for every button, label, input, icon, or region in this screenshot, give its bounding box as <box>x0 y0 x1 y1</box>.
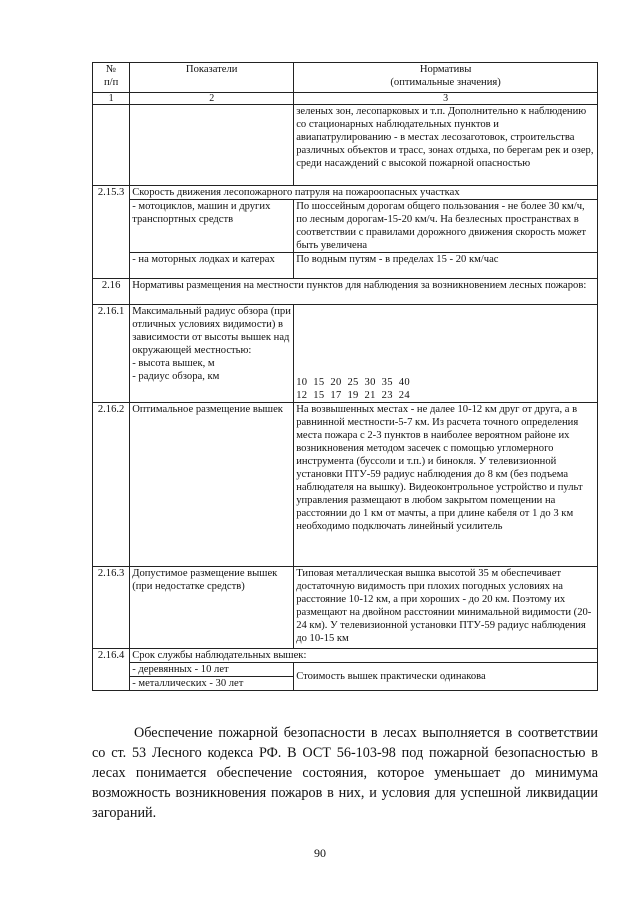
label-allowed-placement: Допустимое размещение вышек (при недостатке средств) <box>130 567 294 649</box>
table-row-2-15-3 <box>93 186 598 200</box>
row-number-2-16-2: 2.16.2 <box>93 403 130 567</box>
table-row-vehicles <box>93 200 598 253</box>
row-number-2-16-4: 2.16.4 <box>93 649 130 691</box>
column-number-3: 3 <box>294 93 598 105</box>
header-norms: Нормативы (оптимальные значения) <box>294 63 598 93</box>
page-number: 90 <box>314 846 326 860</box>
label-tower-height: - высота вышек, м <box>132 358 215 369</box>
table-row-2-16-3 <box>93 567 598 649</box>
table-row-2-16-1 <box>93 305 598 403</box>
cell-empty <box>93 105 130 186</box>
row-title-placement-norms: Нормативы размещения на местности пунктов для наблюдения за возникновением лесных пожаров: <box>130 279 598 305</box>
table-row-2-16-4 <box>93 649 598 663</box>
label-optimal-placement: Оптимальное размещение вышек <box>130 403 294 567</box>
row-title-patrol-speed: Скорость движения лесопожарного патруля на пожароопасных участках <box>130 186 598 200</box>
table-header-row <box>93 63 598 93</box>
table-row-2-16 <box>93 279 598 305</box>
header-number: № п/п <box>93 63 130 93</box>
label-vehicles: - мотоциклов, машин и других транспортных средств <box>130 200 294 253</box>
value-allowed-placement: Типовая металлическая вышка высотой 35 м обеспечивает достаточную видимость при плохих погодных условиях на расстояние 10-12 км, а при хороших - до 20 км. Поэтому их размещают на двойном расстоянии минимальной видимости (20-24 км). У телевизионной установки ПТУ-59 радиус наблюдения до 10-15 км <box>294 567 598 649</box>
value-cost-equal: Стоимость вышек практически одинакова <box>294 663 598 691</box>
column-number-1: 1 <box>93 93 130 105</box>
body-paragraph: Обеспечение пожарной безопасности в лесах выполняется в соответствии со ст. 53 Лесного кодекса РФ. В ОСТ 56-103-98 под пожарной безопасностью в лесах понимается обеспечение состояния, которое уменьшает до минимума возможность возникновения пожаров в них, и условия для успешной ликвидации загораний. <box>92 725 598 821</box>
table-row-2-16-2 <box>93 403 598 567</box>
column-number-2: 2 <box>130 93 294 105</box>
table-row-boats <box>93 253 598 279</box>
label-metal-towers: - металлических - 30 лет <box>130 677 294 691</box>
value-vehicles-speed: По шоссейным дорогам общего пользования - не более 30 км/ч, по лесным дорогам-15-20 км/ч. На безлесных пространствах в соответствии с правилами дорожного движения скорость может быть увеличена <box>294 200 598 253</box>
row-number-2-16-1: 2.16.1 <box>93 305 130 403</box>
row-number-2-16: 2.16 <box>93 279 130 305</box>
value-boats-speed: По водным путям - в пределах 15 - 20 км/час <box>294 253 598 279</box>
header-indicators: Показатели <box>130 63 294 93</box>
view-radius-values: 12 15 17 19 21 23 24 <box>296 390 410 401</box>
label-wooden-towers: - деревянных - 10 лет <box>130 663 294 677</box>
table-row-wooden <box>93 663 598 677</box>
row-number-2-15-3: 2.15.3 <box>93 186 130 279</box>
continuation-text: зеленых зон, лесопарковых и т.п. Дополнительно к наблюдению со стационарных наблюдательных пунктов и авиапатрулированию - в местах лесозаготовок, строительства различных объектов и трасс, зонах отдыха, по берегам рек и озер, среди насаждений с высокой пожарной опасностью <box>294 105 598 186</box>
cell-empty <box>130 105 294 186</box>
label-view-radius: - радиус обзора, км <box>132 371 220 382</box>
tower-heights-values: 10 15 20 25 30 35 40 <box>296 377 410 388</box>
row-title-service-life: Срок службы наблюдательных вышек: <box>130 649 598 663</box>
label-boats: - на моторных лодках и катерах <box>130 253 294 279</box>
column-numbers-row <box>93 93 598 105</box>
max-radius-description: Максимальный радиус обзора (при отличных условиях видимости) в зависимости от высоты вышек над окружающей местностью: <box>132 306 291 356</box>
norms-table <box>92 62 598 691</box>
values-max-radius <box>294 305 598 403</box>
table-row-continuation <box>93 105 598 186</box>
label-max-radius <box>130 305 294 403</box>
value-optimal-placement: На возвышенных местах - не далее 10-12 км друг от друга, а в равнинной местности-5-7 км. Из расчета точного определения места пожара с 2-3 пунктов в наиболее вероятном районе их возникновения методом засечек с помощью угломерного инструмента (буссоли и т.п.) и бинокля. У телевизионной установки ПТУ-59 радиус наблюдения до 8 км (без подъема наблюдателя на вышку). Видеоконтрольное устройство и пульт управления размещают в любом закрытом помещении на расстоянии до 1 км от мачты, а при длине кабеля от 1 до 3 км необходимо подключать линейный усилитель <box>294 403 598 567</box>
row-number-2-16-3: 2.16.3 <box>93 567 130 649</box>
